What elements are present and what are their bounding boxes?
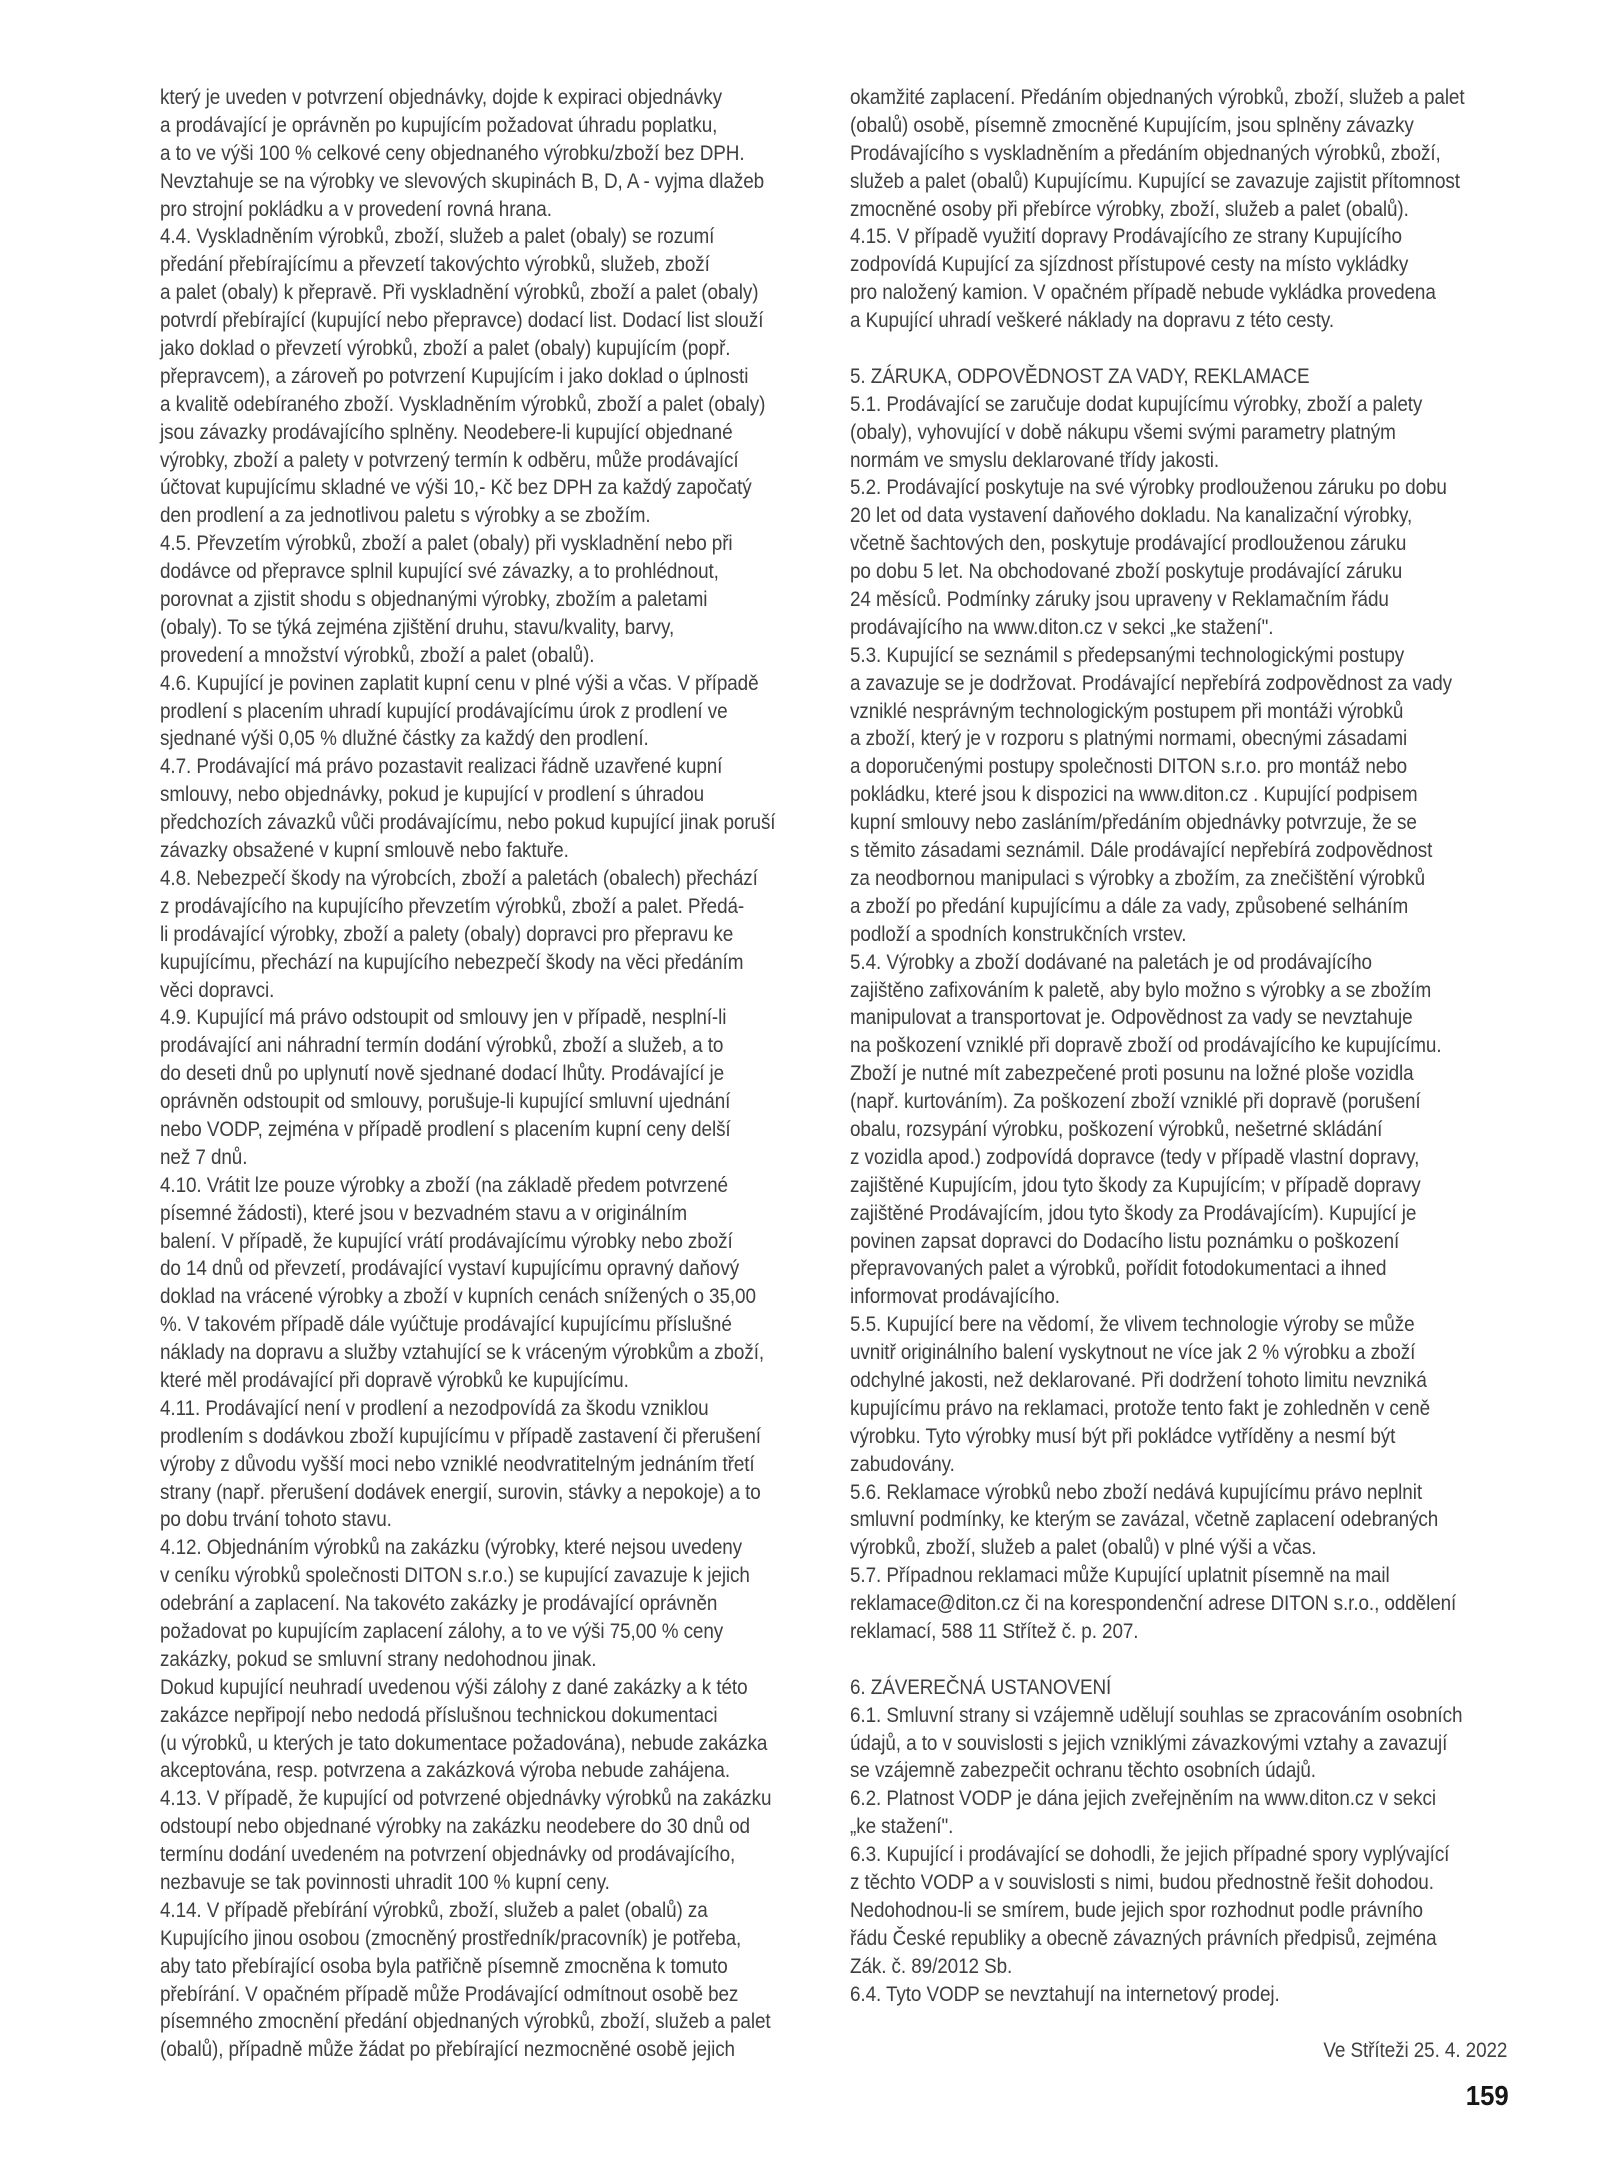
text-line: 4.7. Prodávající má právo pozastavit realizaci řádně uzavřené kupní [160,755,723,779]
text-line: normám ve smyslu deklarované třídy jakosti. [850,448,1220,472]
text-line: reklamace@diton.cz či na korespondenční adrese DITON s.r.o., oddělení [850,1592,1457,1616]
text-line: údajů, a to v souvislosti s jejich vzniklými závazkovými vztahy a zavazují [850,1731,1448,1755]
text-line: zajištěno zafixováním k paletě, aby bylo možno s výrobky a se zbožím [850,978,1432,1002]
text-line: nebo VODP, zejména v případě prodlení s placením kupní ceny delší [160,1117,731,1141]
text-line: smlouvy, nebo objednávky, pokud je kupující v prodlení s úhradou [160,783,705,807]
text-line: okamžité zaplacení. Předáním objednaných výrobků, zboží, služeb a palet [850,86,1465,109]
text-line: po dobu 5 let. Na obchodované zboží poskytuje prodávající záruku [850,560,1403,584]
text-line: kupujícímu, přechází na kupujícího nebezpečí škody na věci předáním [160,950,744,974]
text-line: pro strojní pokládku a v provedení rovná hrana. [160,197,552,221]
text-line: smluvní podmínky, ke kterým se zavázal, včetně zaplacení odebraných [850,1508,1439,1532]
text-line [850,335,1465,363]
text-line: a doporučenými postupy společnosti DITON s.r.o. pro montáž nebo [850,755,1408,779]
text-line: strany (např. přerušení dodávek energií, surovin, stávky a nepokoje) a to [160,1480,761,1504]
text-line: 6.2. Platnost VODP je dána jejich zveřejněním na www.diton.cz v sekci [850,1787,1436,1811]
text-line: výrobků, zboží, služeb a palet (obalů) v plné výši a včas. [850,1536,1317,1560]
text-line: závazky obsažené v kupní smlouvě nebo faktuře. [160,839,569,863]
text-line: (u výrobků, u kterých je tato dokumentace požadována), nebude zakázka [160,1731,768,1755]
page-number: 159 [1466,2080,1509,2111]
text-line: akceptována, resp. potvrzena a zakázková výroba nebude zahájena. [160,1759,731,1783]
text-line: s těmito zásadami seznámil. Dále prodávající nepřebírá zodpovědnost [850,839,1433,863]
text-line: za neodbornou manipulaci s výrobky a zbožím, za znečištění výrobků [850,866,1426,890]
text-line: 4.10. Vrátit lze pouze výrobky a zboží (na základě předem potvrzené [160,1173,728,1197]
text-line: kupujícímu právo na reklamaci, protože tento fakt je zohledněn v ceně [850,1396,1431,1420]
text-line: %. V takovém případě dále vyúčtuje prodávající kupujícímu příslušné [160,1313,732,1337]
text-line: odstoupí nebo objednané výrobky na zakázku neodebere do 30 dnů od [160,1815,750,1839]
text-line: zodpovídá Kupující za sjízdnost přístupové cesty na místo vykládky [850,253,1409,277]
text-line: zakázce nepřipojí nebo nedodá příslušnou technickou dokumentaci [160,1703,718,1727]
text-line: 4.15. V případě využití dopravy Prodávajícího ze strany Kupujícího [850,225,1402,249]
text-line: Dokud kupující neuhradí uvedenou výši zálohy z dané zakázky a k této [160,1675,748,1699]
text-line: výrobku. Tyto výrobky musí být při pokládce vytříděny a nesmí být [850,1424,1396,1448]
text-line: povinen zapsat dopravci do Dodacího listu poznámku o poškození [850,1229,1400,1253]
text-line: jsou závazky prodávajícího splněny. Neodebere-li kupující objednané [160,420,733,444]
text-line: odchylné jakosti, než deklarované. Při dodržení tohoto limitu nevzniká [850,1368,1427,1392]
text-line: 4.8. Nebezpečí škody na výrobcích, zboží a paletách (obalech) přechází [160,866,758,890]
text-line: a kvalitě odebíraného zboží. Vyskladněním výrobků, zboží a palet (obaly) [160,392,766,416]
text-line: 4.6. Kupující je povinen zaplatit kupní cenu v plné výši a včas. V případě [160,671,759,695]
text-line: podloží a spodních konstrukčních vrstev. [850,922,1187,946]
text-line: kupní smlouvy nebo zasláním/předáním objednávky potvrzuje, že se [850,811,1417,835]
text-line: požadovat po kupujícím zaplacení zálohy, a to ve výši 75,00 % ceny [160,1619,724,1643]
text-line: který je uveden v potvrzení objednávky, dojde k expiraci objednávky [160,86,723,109]
text-line: z vozidla apod.) zodpovídá dopravce (tedy v případě vlastní dopravy, [850,1145,1420,1169]
text-line: a zboží, který je v rozporu s platnými normami, obecnými zásadami [850,727,1408,751]
text-line: Nedohodnou-li se smírem, bude jejich spor rozhodnut podle právního [850,1898,1423,1922]
text-line: do 14 dnů od převzetí, prodávající vystaví kupujícímu opravný daňový [160,1257,740,1281]
text-line: výroby z důvodu vyšší moci nebo vzniklé neodvratitelným jednáním třetí [160,1452,755,1476]
text-line: manipulovat a transportovat je. Odpovědnost za vady se nevztahuje [850,1006,1413,1030]
text-line: z prodávajícího na kupujícího převzetím výrobků, zboží a palet. Předá- [160,894,745,918]
text-line: zajištěné Kupujícím, jdou tyto škody za Kupujícím; v případě dopravy [850,1173,1421,1197]
text-line: 20 let od data vystavení daňového dokladu. Na kanalizační výrobky, [850,504,1413,528]
text-line: Zák. č. 89/2012 Sb. [850,1954,1013,1978]
text-line: řádu České republiky a obecně závazných právních předpisů, zejména [850,1926,1437,1950]
text-line: pokládku, které jsou k dispozici na www.diton.cz . Kupující podpisem [850,783,1418,807]
text-line: Nevztahuje se na výrobky ve slevových skupinách B, D, A - vyjma dlažeb [160,169,765,193]
text-line: přebírání. V opačném případě může Prodávající odmítnout osobě bez [160,1982,739,2006]
text-line: z těchto VODP a v souvislosti s nimi, budou přednostně řešit dohodou. [850,1871,1434,1894]
text-line: 5.5. Kupující bere na vědomí, že vlivem technologie výroby se může [850,1313,1415,1337]
text-line: 4.11. Prodávající není v prodlení a nezodpovídá za škodu vzniklou [160,1396,709,1420]
text-line: prodávajícího na www.diton.cz v sekci „ke stažení". [850,615,1274,639]
text-line: (obalů), případně může žádat po přebírající nezmocněné osobě jejich [160,2038,735,2062]
text-line: předání přebírajícímu a převzetí takovýchto výrobků, služeb, zboží [160,253,710,277]
text-line: 5.2. Prodávající poskytuje na své výrobky prodlouženou záruku po dobu [850,476,1447,500]
text-line: oprávněn odstoupit od smlouvy, porušuje-li kupující smluvní ujednání [160,1090,731,1114]
date-line: Ve Stříteži 25. 4. 2022 [1323,2039,1507,2062]
text-line: a zboží po předání kupujícímu a dále za vady, způsobené selháním [850,894,1409,918]
text-line: 4.12. Objednáním výrobků na zakázku (výrobky, které nejsou uvedeny [160,1536,743,1560]
text-line: v ceníku výrobků společnosti DITON s.r.o.) se kupující zavazuje k jejich [160,1564,750,1588]
text-line: (obaly), vyhovující v době nákupu všemi svými parametry platným [850,420,1396,444]
text-line: (např. kurtováním). Za poškození zboží vzniklé při dopravě (porušení [850,1090,1421,1114]
section-heading: 6. ZÁVEREČNÁ USTANOVENÍ [850,1675,1112,1699]
text-line: 24 měsíců. Podmínky záruky jsou upraveny v Reklamačním řádu [850,588,1389,612]
section-heading: 5. ZÁRUKA, ODPOVĚDNOST ZA VADY, REKLAMACE [850,364,1310,388]
text-line: 5.1. Prodávající se zaručuje dodat kupujícímu výrobky, zboží a palety [850,392,1423,416]
text-line: a to ve výši 100 % celkové ceny objednaného výrobku/zboží bez DPH. [160,141,745,165]
text-line: nezbavuje se tak povinnosti uhradit 100 % kupní ceny. [160,1871,610,1894]
text-line: balení. V případě, že kupující vrátí prodávajícímu výrobky nebo zboží [160,1229,733,1253]
text-line: 6.3. Kupující i prodávající se dohodli, že jejich případné spory vyplývající [850,1843,1450,1867]
text-line: předchozích závazků vůči prodávajícímu, nebo pokud kupující jinak poruší [160,811,776,835]
text-line: den prodlení a za jednotlivou paletu s výrobky a se zbožím. [160,504,651,528]
text-line: prodávající ani náhradní termín dodání výrobků, zboží a služeb, a to [160,1034,724,1058]
text-line: než 7 dnů. [160,1145,248,1169]
text-line: „ke stažení". [850,1815,954,1839]
text-line: vzniklé nesprávným technologickým postupem při montáži výrobků [850,699,1404,723]
right-column [850,84,1465,2008]
text-line: přepravcem), a zároveň po potvrzení Kupujícím i jako doklad o úplnosti [160,364,749,388]
text-line: informovat prodávajícího. [850,1285,1060,1309]
text-line: a palet (obaly) k přepravě. Při vyskladnění výrobků, zboží a palet (obaly) [160,281,759,305]
text-line: (obalů) osobě, písemně zmocněné Kupujícím, jsou splněny závazky [850,113,1414,137]
text-line: zmocněné osoby při přebírce výrobky, zboží, služeb a palet (obalů). [850,197,1409,221]
text-line: Zboží je nutné mít zabezpečené proti posunu na ložné ploše vozidla [850,1062,1414,1086]
text-line: pro naložený kamion. V opačném případě nebude vykládka provedena [850,281,1436,305]
text-line: zakázky, pokud se smluvní strany nedohodnou jinak. [160,1647,597,1671]
text-line: po dobu trvání tohoto stavu. [160,1508,392,1532]
text-line: a zavazuje se je dodržovat. Prodávající nepřebírá zodpovědnost za vady [850,671,1453,695]
text-line: písemného zmocnění předání objednaných výrobků, zboží, služeb a palet [160,2010,771,2034]
text-line: li prodávající výrobky, zboží a palety (obaly) dopravci pro přepravu ke [160,922,734,946]
text-line: prodlením s dodávkou zboží kupujícímu v případě zastavení či přerušení [160,1424,761,1448]
text-line: a prodávající je oprávněn po kupujícím požadovat úhradu poplatku, [160,113,718,137]
text-line: termínu dodání uvedeném na potvrzení objednávky od prodávajícího, [160,1843,736,1867]
text-line: 4.4. Vyskladněním výrobků, zboží, služeb a palet (obaly) se rozumí [160,225,715,249]
text-line: výrobky, zboží a palety v potvrzený termín k odběru, může prodávající [160,448,739,472]
text-line: 4.9. Kupující má právo odstoupit od smlouvy jen v případě, nesplní-li [160,1006,727,1030]
text-line: aby tato přebírající osoba byla patřičně písemně zmocněna k tomuto [160,1954,728,1978]
text-line: odebrání a zaplacení. Na takovéto zakázky je prodávající oprávněn [160,1592,718,1616]
text-line: 5.4. Výrobky a zboží dodávané na paletách je od prodávajícího [850,950,1372,974]
text-line: služeb a palet (obalů) Kupujícímu. Kupující se zavazuje zajistit přítomnost [850,169,1460,193]
text-line: dodávce od přepravce splnil kupující své závazky, a to prohlédnout, [160,560,719,584]
text-line: 4.5. Převzetím výrobků, zboží a palet (obaly) při vyskladnění nebo při [160,532,733,556]
text-line: 5.6. Reklamace výrobků nebo zboží nedává kupujícímu právo neplnit [850,1480,1422,1504]
text-line: věci dopravci. [160,978,275,1002]
text-line [850,1646,1465,1674]
text-line: (obaly). To se týká zejména zjištění druhu, stavu/kvality, barvy, [160,615,675,639]
text-line: přepravovaných palet a výrobků, pořídit fotodokumentaci a ihned [850,1257,1387,1281]
text-line: do deseti dnů po uplynutí nově sjednané dodací lhůty. Prodávající je [160,1062,725,1086]
text-line: obalu, rozsypání výrobku, poškození výrobků, nešetrné skládání [850,1117,1383,1141]
text-line: Prodávajícího s vyskladněním a předáním objednaných výrobků, zboží, [850,141,1441,165]
text-line: zabudovány. [850,1452,955,1476]
text-line: 6.4. Tyto VODP se nevztahují na internetový prodej. [850,1982,1280,2006]
text-line: potvrdí přebírající (kupující nebo přepravce) dodací list. Dodací list slouží [160,309,764,333]
text-line: 4.13. V případě, že kupující od potvrzené objednávky výrobků na zakázku [160,1787,772,1811]
text-line: sjednané výši 0,05 % dlužné částky za každý den prodlení. [160,727,649,751]
text-line: účtovat kupujícímu skladné ve výši 10,- Kč bez DPH za každý započatý [160,476,752,500]
text-line: písemné žádosti), které jsou v bezvadném stavu a v originálním [160,1201,688,1225]
text-line: náklady na dopravu a služby vztahující se k vráceným výrobkům a zboží, [160,1341,765,1365]
text-line: prodlení s placením uhradí kupující prodávajícímu úrok z prodlení ve [160,699,728,723]
text-line: které měl prodávající při dopravě výrobků ke kupujícímu. [160,1368,629,1392]
left-column [160,84,775,2064]
text-line: provedení a množství výrobků, zboží a palet (obalů). [160,643,595,667]
text-line: 6.1. Smluvní strany si vzájemně udělují souhlas se zpracováním osobních [850,1703,1463,1727]
text-line: 4.14. V případě přebírání výrobků, zboží, služeb a palet (obalů) za [160,1898,708,1922]
text-line: 5.3. Kupující se seznámil s předepsanými technologickými postupy [850,643,1405,667]
text-line: uvnitř originálního balení vyskytnout ne více jak 2 % výrobku a zboží [850,1341,1416,1365]
text-line: 5.7. Případnou reklamaci může Kupující uplatnit písemně na mail [850,1564,1390,1588]
text-line: Kupujícího jinou osobou (zmocněný prostředník/pracovník) je potřeba, [160,1926,742,1950]
text-line: reklamací, 588 11 Střítež č. p. 207. [850,1619,1139,1643]
text-line: včetně šachtových den, poskytuje prodávající prodlouženou záruku [850,532,1407,556]
text-line: se vzájemně zabezpečit ochranu těchto osobních údajů. [850,1759,1316,1783]
text-line: doklad na vrácené výrobky a zboží v kupních cenách snížených o 35,00 [160,1285,756,1309]
text-line: porovnat a zjistit shodu s objednanými výrobky, zbožím a paletami [160,588,708,612]
text-line: jako doklad o převzetí výrobků, zboží a palet (obaly) kupujícím (popř. [160,337,731,361]
text-line: na poškození vzniklé při dopravě zboží od prodávajícího ke kupujícímu. [850,1034,1442,1058]
text-line: zajištěné Prodávajícím, jdou tyto škody za Prodávajícím). Kupující je [850,1201,1417,1225]
text-line: a Kupující uhradí veškeré náklady na dopravu z této cesty. [850,309,1335,333]
